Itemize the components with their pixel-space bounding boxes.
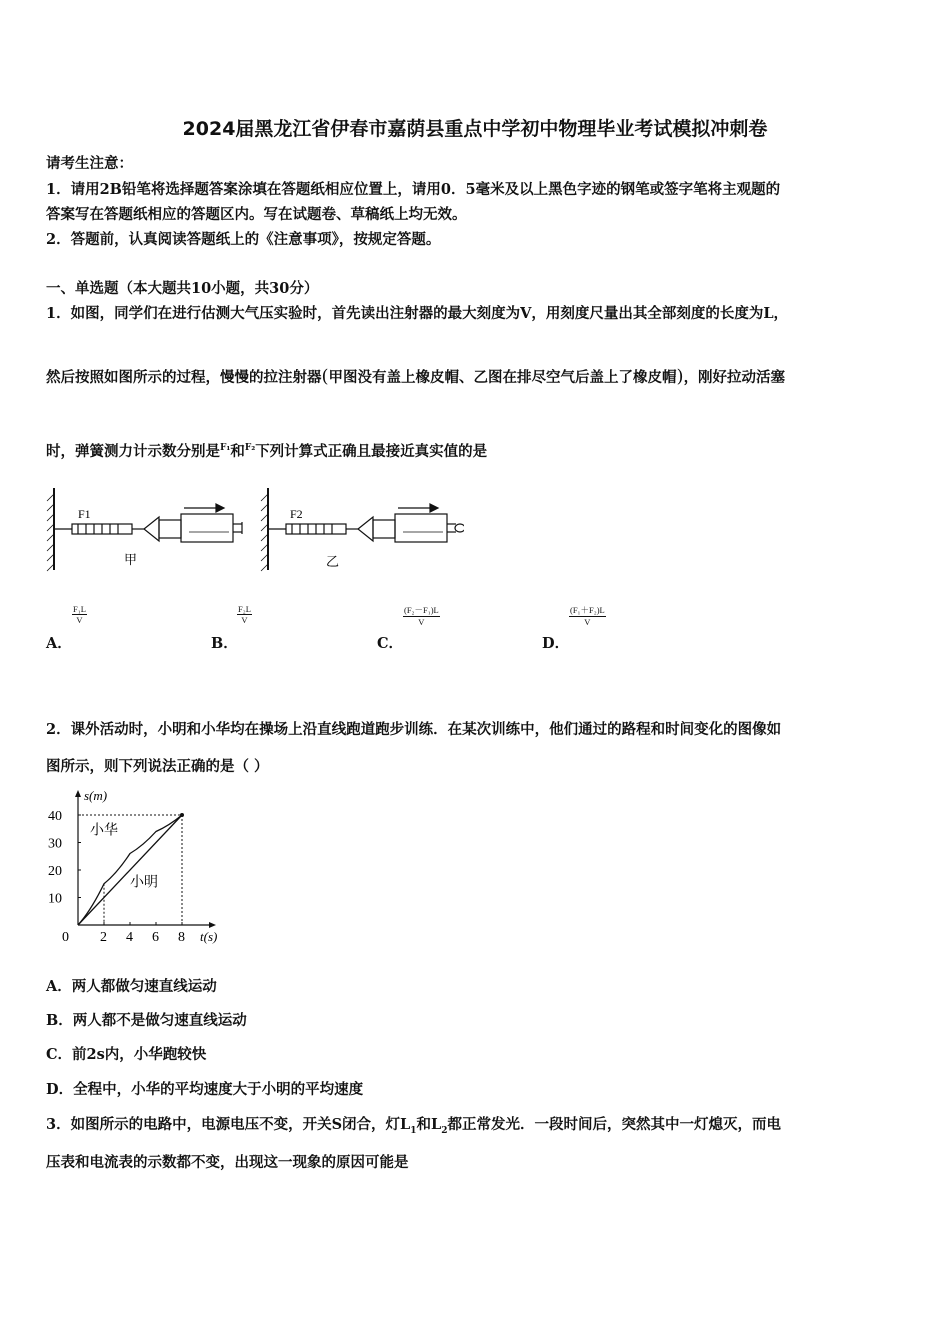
x-tick-label: 8 (178, 930, 185, 945)
y-axis-label: s(m) (84, 788, 108, 803)
q2-option-d[interactable]: D．全程中，小华的平均速度大于小明的平均速度 (46, 1081, 364, 1098)
q3-line-1: 3．如图所示的电路中，电源电压不变，开关S闭合，灯$L_1$和$L_2$都正常发光．一段时间后，突然其中一灯熄灭，而电 (46, 1116, 781, 1136)
x-tick-label: 4 (126, 930, 133, 945)
series-label-xiaohua: 小华 (90, 823, 118, 839)
page-title: 2024届黑龙江省伊春市嘉荫县重点中学初中物理毕业考试模拟冲刺卷 (182, 118, 768, 140)
y-tick-label: 10 (48, 891, 62, 907)
y-tick-label: 30 (48, 836, 62, 852)
x-axis-arrow (209, 922, 216, 928)
x-tick-label: 2 (100, 930, 107, 945)
q2-line-1: 2．课外活动时，小明和小华均在操场上沿直线跑道跑步训练．在某次训练中，他们通过的路程和时间变化的图像如 (46, 721, 782, 738)
notice-line-1a: 1．请用2B铅笔将选择题答案涂填在答题纸相应位置上，请用0．5毫米及以上黑色字迹的钢笔或签字笔将主观题的 (46, 181, 781, 198)
f1-symbol: F₁ (220, 443, 231, 454)
q1-line-3: 时，弹簧测力计示数分别是$^{F_1}$和$^{F_2}$下列计算式正确且最接近真实值的是 (46, 443, 488, 460)
x-tick-label: 6 (152, 930, 159, 945)
y-axis-arrow (75, 790, 81, 797)
end-point (180, 813, 184, 817)
q1-option-a-fraction: $\frac{\text{F₁L}}{V}$ (73, 604, 86, 625)
syringe-left (47, 488, 242, 571)
x-tick-label: 0 (62, 930, 69, 945)
q1-line-2: 然后按照如图所示的过程，慢慢的拉注射器(甲图没有盖上橡皮帽、乙图在排尽空气后盖上了橡皮帽)，刚好拉动活塞 (46, 366, 786, 387)
q2-option-a[interactable]: A．两人都做匀速直线运动 (46, 978, 217, 995)
distance-time-chart (40, 784, 230, 950)
q2-option-c[interactable]: C．前2s内，小华跑较快 (46, 1046, 207, 1063)
x-axis-label: t(s) (200, 929, 218, 944)
series-label-xiaoming: 小明 (130, 875, 158, 891)
label-f2: F2 (290, 507, 303, 521)
q1-option-a[interactable]: A． (46, 635, 72, 652)
q3-line-2: 压表和电流表的示数都不变，出现这一现象的原因可能是 (46, 1154, 409, 1171)
y-tick-label: 20 (48, 864, 62, 879)
notice-line-1b: 答案写在答题纸相应的答题区内。写在试题卷、草稿纸上均无效。 (46, 206, 467, 223)
q1-line-1: 1．如图，同学们在进行估测大气压实验时，首先读出注射器的最大刻度为V，用刻度尺量出其全部刻度的长度为L， (46, 305, 789, 322)
q1-option-d[interactable]: D． (542, 635, 570, 652)
label-f1: F1 (78, 507, 91, 521)
q1-option-c[interactable]: C． (377, 635, 404, 652)
q1-option-b[interactable]: B． (211, 635, 238, 652)
caption-jia: 甲 (124, 552, 138, 567)
notice-line-2: 2．答题前，认真阅读答题纸上的《注意事项》，按规定答题。 (46, 231, 441, 248)
caption-yi: 乙 (326, 554, 340, 569)
q1-option-c-fraction: $\frac{\text{(F₂－F₁)L}}{V}$ (404, 605, 439, 627)
q1-option-b-fraction: $\frac{\text{F₂L}}{V}$ (238, 604, 251, 625)
syringe-right (261, 488, 464, 571)
q2-option-b[interactable]: B．两人都不是做匀速直线运动 (46, 1012, 247, 1029)
q1-option-d-fraction: $\frac{\text{(F₁＋F₂)L}}{V}$ (570, 605, 605, 627)
section-heading: 一、单选题（本大题共10小题，共30分） (46, 280, 319, 297)
notice-heading: 请考生注意： (46, 155, 133, 172)
syringe-figure (44, 484, 464, 576)
f2-symbol: F₂ (244, 443, 256, 454)
q2-line-2: 图所示，则下列说法正确的是（ ） (46, 758, 269, 775)
y-tick-label: 40 (48, 809, 62, 824)
